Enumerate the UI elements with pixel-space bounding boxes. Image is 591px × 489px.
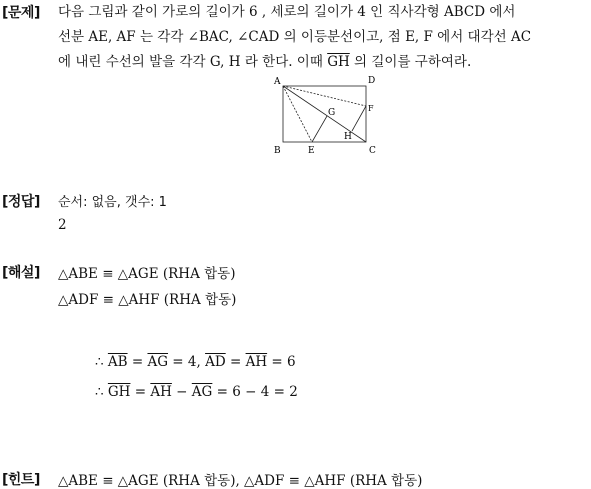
segment-ab: $\overline{AB}$ — [107, 354, 128, 370]
bisector-ae — [283, 86, 312, 142]
problem-label: [문제] — [2, 5, 40, 21]
solution-line-2: △ADF ≡ △AHF (RHA 합동) — [58, 292, 237, 308]
solution-label: [해설] — [2, 265, 40, 281]
problem-line-2: 선분 AE, AF 는 각각 ∠BAC, ∠CAD 의 이등분선이고, 점 E, F 에서 대각선 AC — [58, 29, 532, 45]
eq1-op2: = 4, — [168, 354, 206, 370]
bisector-af — [283, 86, 366, 106]
label-h: H — [344, 132, 352, 142]
eq1-op3: = — [225, 354, 246, 370]
segment-ah: $\overline{AH}$ — [245, 354, 268, 370]
eq2-op2: − — [171, 384, 192, 400]
hint-text: △ABE ≡ △AGE (RHA 합동), △ADF ≡ △AHF (RHA 합동) — [58, 473, 423, 489]
solution-line-1: △ABE ≡ △AGE (RHA 합동) — [58, 266, 236, 282]
perpendicular-eg — [312, 116, 327, 142]
segment-ah-2: $\overline{AH}$ — [150, 384, 172, 400]
rectangle-figure — [272, 72, 392, 157]
eq2-op3: = 6 − 4 = 2 — [212, 384, 298, 400]
eq2-op1: = — [130, 384, 151, 400]
label-b: B — [274, 146, 281, 156]
label-e: E — [308, 146, 315, 156]
therefore-symbol-2: ∴ — [95, 384, 108, 400]
answer-meta: 순서: 없음, 갯수: 1 — [58, 195, 167, 210]
problem-text — [58, 0, 588, 75]
eq1-op4: = 6 — [267, 354, 296, 370]
label-a: A — [274, 77, 281, 87]
hint-label: [힌트] — [2, 472, 40, 488]
label-d: D — [368, 76, 376, 86]
therefore-symbol: ∴ — [95, 354, 108, 370]
segment-ad: $\overline{AD}$ — [205, 354, 226, 370]
segment-ag-2: $\overline{AG}$ — [191, 384, 213, 400]
answer-value: 2 — [58, 217, 67, 233]
problem-line-1: 다음 그림과 같이 가로의 길이가 6 , 세로의 길이가 4 인 직사각형 ABCD 에서 — [58, 4, 516, 20]
eq1-op1: = — [127, 354, 148, 370]
segment-gh: $\overline{GH}$ — [107, 384, 131, 400]
answer-label: [정답] — [2, 194, 40, 210]
problem-segment-gh: $\overline{GH}$ — [327, 54, 350, 70]
solution-equation-1 — [95, 354, 296, 370]
segment-ag: $\overline{AG}$ — [147, 354, 169, 370]
label-c: C — [369, 146, 376, 156]
solution-equation-2 — [95, 384, 298, 400]
label-f: F — [368, 104, 374, 113]
problem-line-3-post: 의 길이를 구하여라. — [349, 54, 472, 70]
problem-line-3-pre: 에 내린 수선의 발을 각각 G, H 라 한다. 이때 — [58, 54, 328, 70]
label-g: G — [328, 108, 336, 118]
perpendicular-fh — [352, 106, 366, 131]
diagonal-ac — [283, 86, 366, 142]
